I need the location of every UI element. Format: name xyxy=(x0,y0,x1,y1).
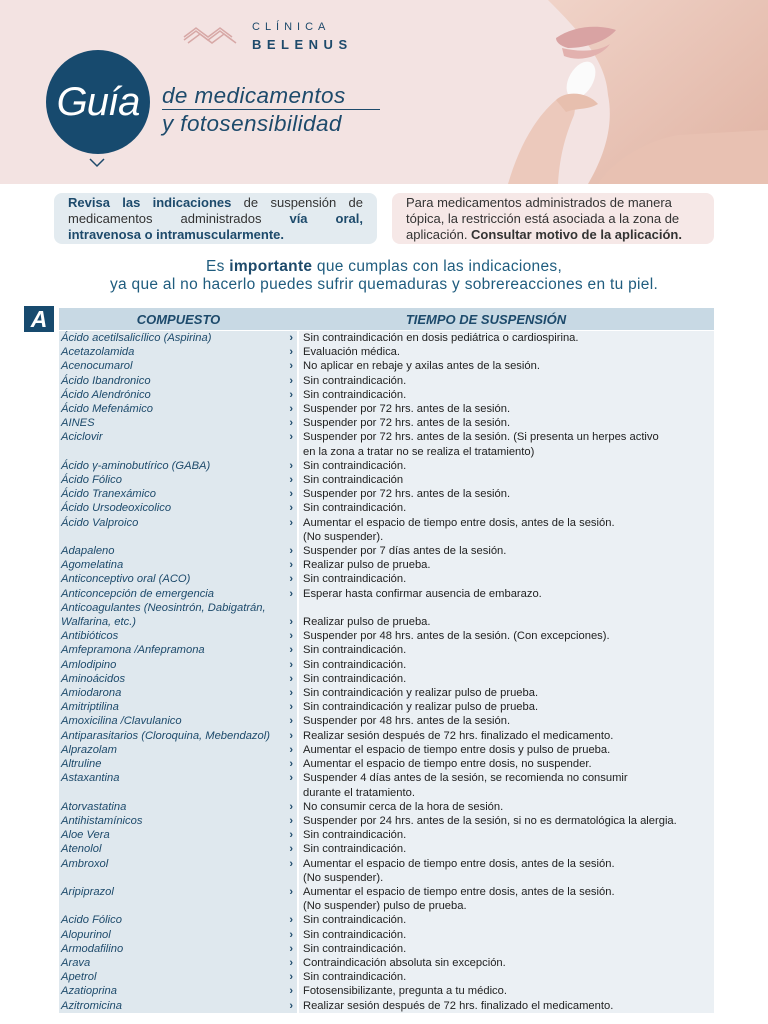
chevron-right-icon: › xyxy=(289,644,293,657)
suspension-time-cell: Sin contraindicación. xyxy=(299,572,714,586)
compound-name: Ácido γ-aminobutírico (GABA) xyxy=(61,459,211,472)
compound-name: Apetrol xyxy=(61,971,97,984)
compound-name: Antibióticos xyxy=(61,630,119,643)
suspension-time-cell: Suspender por 72 hrs. antes de la sesión. xyxy=(299,416,714,430)
table-row xyxy=(59,970,714,984)
compound-cell xyxy=(59,658,297,672)
compound-name: Amitriptilina xyxy=(61,701,119,714)
compound-name: Azatioprina xyxy=(61,985,117,998)
suspension-time-cell: Suspender por 24 hrs. antes de la sesión, si no es dermatológica la alergia. xyxy=(299,814,714,828)
table-row xyxy=(59,430,714,458)
table-row xyxy=(59,984,714,998)
suspension-time-cell: Sin contraindicación y realizar pulso de prueba. xyxy=(299,700,714,714)
compound-cell xyxy=(59,913,297,927)
chevron-right-icon: › xyxy=(289,956,293,969)
guide-circle xyxy=(46,50,150,154)
suspension-time-cell: Sin contraindicación. xyxy=(299,970,714,984)
compound-name: Amiodarona xyxy=(61,687,122,700)
compound-name: Ambroxol xyxy=(61,857,109,870)
suspension-time-cell: Sin contraindicación. xyxy=(299,501,714,515)
compound-name: Astaxantina xyxy=(61,772,120,785)
compound-name: Arava xyxy=(61,956,91,969)
chevron-right-icon: › xyxy=(289,346,293,359)
suspension-time-cell: Sin contraindicación. xyxy=(299,658,714,672)
chevron-right-icon: › xyxy=(289,616,293,629)
suspension-time-cell: Aumentar el espacio de tiempo entre dosis y pulso de prueba. xyxy=(299,743,714,757)
compound-name: Altruline xyxy=(61,758,102,771)
table-row xyxy=(59,729,714,743)
chevron-right-icon: › xyxy=(289,885,293,898)
compound-cell xyxy=(59,359,297,373)
chevron-right-icon: › xyxy=(289,829,293,842)
chevron-right-icon: › xyxy=(289,914,293,927)
chevron-right-icon: › xyxy=(289,999,293,1012)
compound-cell xyxy=(59,374,297,388)
info-box-topical: Para medicamentos administrados de manera tópica, la restricción está asociada a la zona de aplicación. Consultar motivo de la aplicación. xyxy=(392,193,714,244)
suspension-time-cell: Suspender por 7 días antes de la sesión. xyxy=(299,544,714,558)
compound-name: Alopurinol xyxy=(61,928,111,941)
chevron-right-icon: › xyxy=(289,701,293,714)
suspension-time-cell: Sin contraindicación. xyxy=(299,374,714,388)
compound-cell xyxy=(59,416,297,430)
important-notice: Es importante que cumplas con las indicaciones, ya que al no hacerlo puedes sufrir quemaduras y sobrereacciones en tu piel. xyxy=(109,258,659,293)
chevron-right-icon: › xyxy=(289,971,293,984)
chevron-right-icon: › xyxy=(289,743,293,756)
suspension-time-cell: Sin contraindicación. xyxy=(299,928,714,942)
suspension-time-cell: Fotosensibilizante, pregunta a tu médico. xyxy=(299,984,714,998)
suspension-time-cell: Sin contraindicación xyxy=(299,473,714,487)
compound-name: Acetazolamida xyxy=(61,346,135,359)
table-row xyxy=(59,700,714,714)
table-row xyxy=(59,388,714,402)
compound-name: Ácido Alendrónico xyxy=(61,388,151,401)
header-compound: COMPUESTO xyxy=(136,311,221,327)
compound-cell xyxy=(59,672,297,686)
chevron-right-icon: › xyxy=(289,758,293,771)
table-row xyxy=(59,885,714,913)
compound-name: Ácido Ibandronico xyxy=(61,374,151,387)
table-row xyxy=(59,516,714,544)
chevron-right-icon: › xyxy=(289,417,293,430)
clinic-logo xyxy=(182,22,353,51)
guide-title: Guía xyxy=(56,79,140,124)
chevron-right-icon: › xyxy=(289,687,293,700)
compound-name: Aciclovir xyxy=(61,431,103,444)
chevron-right-icon: › xyxy=(289,488,293,501)
chevron-right-icon: › xyxy=(289,587,293,600)
compound-name: Ácido Mefenámico xyxy=(61,403,154,416)
suspension-time-cell: Suspender por 72 hrs. antes de la sesión. xyxy=(299,402,714,416)
compound-cell xyxy=(59,459,297,473)
chevron-right-icon: › xyxy=(289,516,293,529)
chevron-right-icon: › xyxy=(289,672,293,685)
compound-name: Ácido acetilsalicílico (Aspirina) xyxy=(61,332,212,344)
suspension-time-cell: Sin contraindicación. xyxy=(299,459,714,473)
table-row xyxy=(59,814,714,828)
table-row xyxy=(59,842,714,856)
compound-cell xyxy=(59,587,297,601)
table-row xyxy=(59,572,714,586)
suspension-time-cell: Sin contraindicación. xyxy=(299,913,714,927)
compound-cell xyxy=(59,473,297,487)
compound-cell xyxy=(59,558,297,572)
compound-name: Ácido Tranexámico xyxy=(61,488,156,501)
table-row xyxy=(59,828,714,842)
suspension-time-cell: Sin contraindicación. xyxy=(299,388,714,402)
table-row xyxy=(59,658,714,672)
compound-name: Amfepramona /Anfepramona xyxy=(61,644,205,657)
compound-cell xyxy=(59,857,297,885)
compound-cell xyxy=(59,984,297,998)
chevron-down-icon xyxy=(89,158,105,168)
compound-name: Atorvastatina xyxy=(61,800,127,813)
suspension-time-cell: Suspender por 72 hrs. antes de la sesión. xyxy=(299,487,714,501)
chevron-right-icon: › xyxy=(289,857,293,870)
compound-cell xyxy=(59,487,297,501)
suspension-time-cell: Sin contraindicación. xyxy=(299,672,714,686)
compound-name: AINES xyxy=(61,417,95,430)
table-row xyxy=(59,359,714,373)
compound-cell xyxy=(59,729,297,743)
chevron-right-icon: › xyxy=(289,332,293,344)
compound-name: Alprazolam xyxy=(61,743,117,756)
chevron-right-icon: › xyxy=(289,374,293,387)
table-row xyxy=(59,800,714,814)
table-row xyxy=(59,643,714,657)
compound-name: Agomelatina xyxy=(61,559,124,572)
table-row xyxy=(59,416,714,430)
chevron-right-icon: › xyxy=(289,715,293,728)
compound-name: Aripiprazol xyxy=(61,885,114,898)
chevron-right-icon: › xyxy=(289,729,293,742)
suspension-time-cell: Suspender por 48 hrs. antes de la sesión. xyxy=(299,714,714,728)
chevron-right-icon: › xyxy=(289,403,293,416)
compound-cell xyxy=(59,999,297,1013)
table-row xyxy=(59,587,714,601)
compound-name: Anticoncepción de emergencia xyxy=(61,587,214,600)
table-row xyxy=(59,757,714,771)
suspension-time-cell: Suspender por 48 hrs. antes de la sesión. (Con excepciones). xyxy=(299,629,714,643)
suspension-time-cell: Suspender por 72 hrs. antes de la sesión. (Si presenta un herpes activo en la zona a tratar no se realiza el tratamiento) xyxy=(299,430,714,458)
suspension-time-cell: Contraindicación absoluta sin excepción. xyxy=(299,956,714,970)
compound-cell xyxy=(59,743,297,757)
table-row xyxy=(59,501,714,515)
compound-name: Aloe Vera xyxy=(61,829,110,842)
suspension-time-cell: Suspender 4 días antes de la sesión, se recomienda no consumir durante el tratamiento. xyxy=(299,771,714,799)
chevron-right-icon: › xyxy=(289,573,293,586)
chevron-right-icon: › xyxy=(289,559,293,572)
compound-name: Acido Fólico xyxy=(61,914,122,927)
suspension-time-cell: Sin contraindicación y realizar pulso de prueba. xyxy=(299,686,714,700)
compound-name: Aminoácidos xyxy=(61,672,126,685)
subtitle-line1: de medicamentos xyxy=(162,84,380,110)
brand-line2: BELENUS xyxy=(252,37,353,52)
woman-taking-pill-photo xyxy=(438,0,768,184)
table-row xyxy=(59,544,714,558)
table-row xyxy=(59,601,714,629)
compound-cell xyxy=(59,814,297,828)
compound-name: Adapaleno xyxy=(61,545,115,558)
suspension-time-cell: Esperar hasta confirmar ausencia de embarazo. xyxy=(299,587,714,601)
compound-cell xyxy=(59,643,297,657)
compound-name: Amlodipino xyxy=(61,658,117,671)
compound-cell xyxy=(59,516,297,544)
table-row xyxy=(59,956,714,970)
chevron-right-icon: › xyxy=(289,814,293,827)
compound-cell xyxy=(59,572,297,586)
table-row xyxy=(59,714,714,728)
compound-cell xyxy=(59,345,297,359)
compound-name: Ácido Valproico xyxy=(61,516,139,529)
compound-cell xyxy=(59,331,297,345)
suspension-time-cell: Realizar pulso de prueba. xyxy=(299,558,714,572)
table-header xyxy=(59,308,714,330)
suspension-time-cell: Realizar sesión después de 72 hrs. finalizado el medicamento. xyxy=(299,999,714,1013)
chevron-right-icon: › xyxy=(289,545,293,558)
chevron-right-icon: › xyxy=(289,942,293,955)
compound-name: Atenolol xyxy=(61,843,102,856)
suspension-time-cell: Aumentar el espacio de tiempo entre dosis, no suspender. xyxy=(299,757,714,771)
compound-name: Ácido Fólico xyxy=(61,474,122,487)
table-row xyxy=(59,672,714,686)
subtitle-line2: y fotosensibilidad xyxy=(162,111,342,136)
compound-cell xyxy=(59,970,297,984)
chevron-right-icon: › xyxy=(289,474,293,487)
table-row xyxy=(59,473,714,487)
table-row xyxy=(59,857,714,885)
suspension-time-cell: Sin contraindicación. xyxy=(299,828,714,842)
suspension-time-cell: Aumentar el espacio de tiempo entre dosis, antes de la sesión. (No suspender). xyxy=(299,857,714,885)
compound-cell xyxy=(59,714,297,728)
table-row xyxy=(59,686,714,700)
header-banner xyxy=(0,0,768,184)
compound-cell xyxy=(59,601,297,629)
table-row xyxy=(59,558,714,572)
chevron-right-icon: › xyxy=(289,431,293,444)
compound-name: Ácido Ursodeoxicolico xyxy=(61,502,172,515)
table-row xyxy=(59,942,714,956)
chevron-right-icon: › xyxy=(289,630,293,643)
compound-cell xyxy=(59,629,297,643)
compound-name: Anticoagulantes (Neosintrón, Dabigatrán, Walfarina, etc.) xyxy=(61,601,266,629)
compound-cell xyxy=(59,686,297,700)
table-row xyxy=(59,487,714,501)
suspension-time-cell: Evaluación médica. xyxy=(299,345,714,359)
suspension-time-cell: Realizar pulso de prueba. xyxy=(299,601,714,629)
compound-cell xyxy=(59,430,297,458)
table-row xyxy=(59,345,714,359)
compound-name: Amoxicilina /Clavulanico xyxy=(61,715,182,728)
suspension-time-cell: Aumentar el espacio de tiempo entre dosis, antes de la sesión. (No suspender) pulso de prueba. xyxy=(299,885,714,913)
chevron-right-icon: › xyxy=(289,843,293,856)
compound-cell xyxy=(59,757,297,771)
suspension-time-cell: Aumentar el espacio de tiempo entre dosis, antes de la sesión. (No suspender). xyxy=(299,516,714,544)
compound-cell xyxy=(59,771,297,799)
compound-cell xyxy=(59,544,297,558)
table-row xyxy=(59,629,714,643)
table-row xyxy=(59,331,714,345)
compound-name: Acenocumarol xyxy=(61,360,133,373)
table-row xyxy=(59,374,714,388)
suspension-time-cell: No consumir cerca de la hora de sesión. xyxy=(299,800,714,814)
brand-line1: CLÍNICA xyxy=(252,21,331,33)
section-letter: A xyxy=(24,306,54,332)
chevron-right-icon: › xyxy=(289,360,293,373)
compound-cell xyxy=(59,800,297,814)
suspension-time-cell: Realizar sesión después de 72 hrs. finalizado el medicamento. xyxy=(299,729,714,743)
table-row xyxy=(59,459,714,473)
chevron-right-icon: › xyxy=(289,800,293,813)
compound-cell xyxy=(59,942,297,956)
compound-name: Azitromicina xyxy=(61,999,122,1012)
chevron-right-icon: › xyxy=(289,772,293,785)
compound-name: Armodafilino xyxy=(61,942,124,955)
table-row xyxy=(59,743,714,757)
compound-cell xyxy=(59,885,297,913)
medication-table xyxy=(59,331,714,1013)
compound-cell xyxy=(59,700,297,714)
compound-cell xyxy=(59,828,297,842)
table-row xyxy=(59,928,714,942)
chevron-right-icon: › xyxy=(289,928,293,941)
table-row xyxy=(59,999,714,1013)
suspension-time-cell: Sin contraindicación. xyxy=(299,842,714,856)
compound-name: Antiparasitarios (Cloroquina, Mebendazol) xyxy=(61,729,270,742)
suspension-time-cell: Sin contraindicación. xyxy=(299,942,714,956)
chevron-right-icon: › xyxy=(289,459,293,472)
suspension-time-cell: Sin contraindicación en dosis pediátrica o cardiospirina. xyxy=(299,331,714,345)
suspension-time-cell: Sin contraindicación. xyxy=(299,643,714,657)
compound-cell xyxy=(59,928,297,942)
compound-name: Anticonceptivo oral (ACO) xyxy=(61,573,191,586)
chevron-right-icon: › xyxy=(289,388,293,401)
table-row xyxy=(59,771,714,799)
compound-cell xyxy=(59,501,297,515)
table-row xyxy=(59,402,714,416)
chevron-right-icon: › xyxy=(289,985,293,998)
header-time: TIEMPO DE SUSPENSIÓN xyxy=(405,311,567,327)
info-box-oral: Revisa las indicaciones de suspensión de medicamentos administrados vía oral, intravenosa o intramuscularmente. xyxy=(54,193,377,244)
compound-cell xyxy=(59,842,297,856)
guide-subtitle xyxy=(162,84,380,136)
compound-cell xyxy=(59,956,297,970)
chevron-right-icon: › xyxy=(289,502,293,515)
compound-name: Antihistamínicos xyxy=(61,814,143,827)
chevron-right-icon: › xyxy=(289,658,293,671)
compound-cell xyxy=(59,402,297,416)
compound-cell xyxy=(59,388,297,402)
logo-wave-icon xyxy=(182,24,238,50)
table-row xyxy=(59,913,714,927)
suspension-time-cell: No aplicar en rebaje y axilas antes de la sesión. xyxy=(299,359,714,373)
